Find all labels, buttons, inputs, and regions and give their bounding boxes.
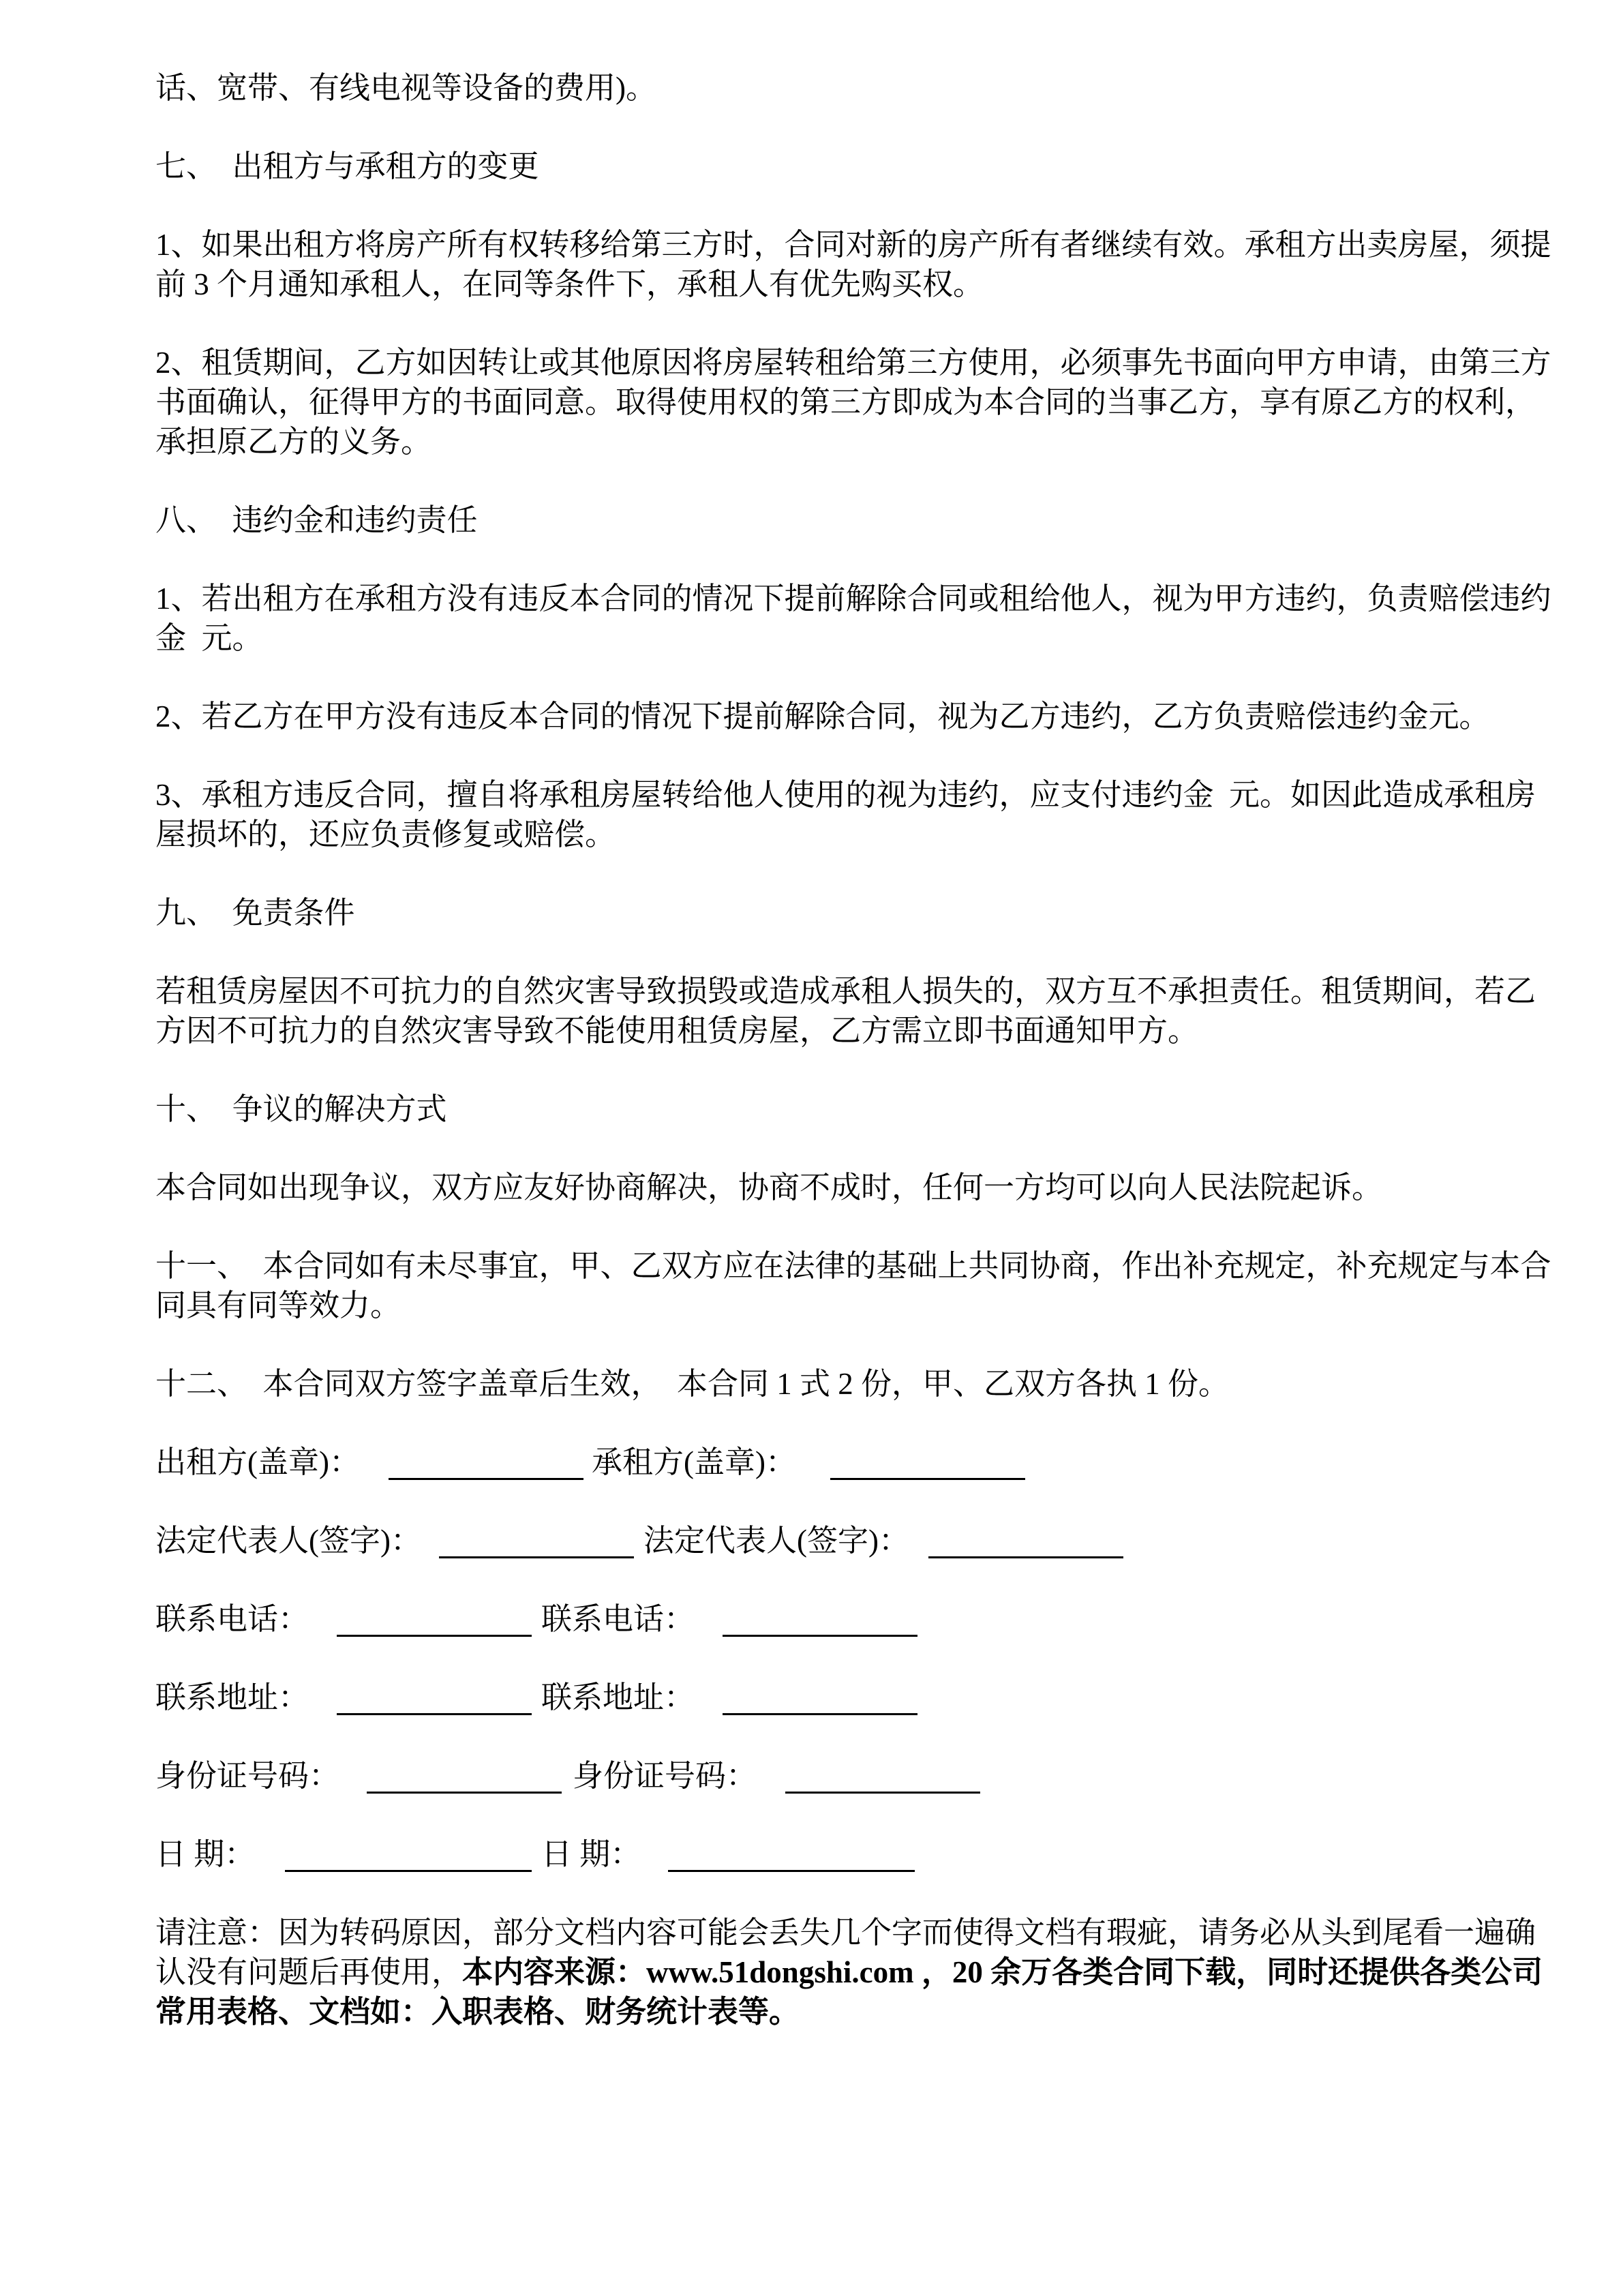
id-b-line[interactable] (785, 1792, 980, 1794)
section-heading-8: 八、 违约金和违约责任 (155, 503, 478, 537)
rep-b-label: 法定代表人(签字)： (643, 1524, 909, 1558)
paragraph-7-1: 1、如果出租方将房产所有权转移给第三方时，合同对新的房产所有者继续有效。承租方出卖房屋，须提前 3 个月通知承租人，在同等条件下，承租人有优先购买权。 (155, 228, 1551, 301)
lessee-seal-line[interactable] (830, 1478, 1025, 1480)
id-a-label: 身份证号码： (155, 1759, 340, 1793)
addr-b-label: 联系地址： (541, 1680, 695, 1715)
section-heading-7: 七、 出租方与承租方的变更 (155, 149, 539, 183)
paragraph-11: 十一、 本合同如有未尽事宜，甲、乙双方应在法律的基础上共同协商，作出补充规定，补充规定与本合同具有同等效力。 (155, 1249, 1551, 1323)
notice-text: 请注意：因为转码原因，部分文档内容可能会丢失几个字而使得文档有瑕疵，请务必从头到尾看一遍确认没有问题后再使用， (155, 1916, 1536, 1989)
paragraph-8-1: 1、若出租方在承租方没有违反本合同的情况下提前解除合同或租给他人，视为甲方违约，负责赔偿违约金 元。 (155, 581, 1551, 655)
id-b-label: 身份证号码： (573, 1759, 757, 1793)
addr-a-label: 联系地址： (155, 1680, 309, 1715)
phone-a-line[interactable] (337, 1635, 532, 1637)
signature-row-seal (155, 1442, 1560, 1482)
rep-a-line[interactable] (439, 1556, 634, 1558)
date-b-line[interactable] (668, 1870, 915, 1872)
date-b-label: 日 期： (541, 1837, 641, 1871)
phone-b-line[interactable] (723, 1635, 917, 1637)
signature-row-date (155, 1834, 1560, 1874)
lessor-seal-label: 出租方(盖章)： (155, 1445, 360, 1479)
paragraph-8-2: 2、若乙方在甲方没有违反本合同的情况下提前解除合同，视为乙方违约，乙方负责赔偿违约金元。 (155, 699, 1490, 734)
signature-row-phone (155, 1599, 1560, 1639)
notice-source-bold: 本内容来源：www.51dongshi.com ，20 余万各类合同下载，同时还提供各类公司常用表格、文档如：入职表格、财务统计表等。 (155, 1955, 1543, 2029)
paragraph-12: 十二、 本合同双方签字盖章后生效， 本合同 1 式 2 份，甲、乙双方各执 1 份。 (155, 1367, 1230, 1401)
rep-b-line[interactable] (928, 1556, 1123, 1558)
date-a-line[interactable] (285, 1870, 532, 1872)
phone-a-label: 联系电话： (155, 1602, 309, 1636)
addr-b-line[interactable] (723, 1713, 917, 1715)
id-a-line[interactable] (367, 1792, 562, 1794)
rep-a-label: 法定代表人(签字)： (155, 1524, 421, 1558)
paragraph-9: 若租赁房屋因不可抗力的自然灾害导致损毁或造成承租人损失的，双方互不承担责任。租赁期间，若乙方因不可抗力的自然灾害导致不能使用租赁房屋，乙方需立即书面通知甲方。 (155, 974, 1536, 1048)
lessor-seal-line[interactable] (389, 1478, 583, 1480)
signature-row-address (155, 1678, 1560, 1717)
signature-row-id (155, 1756, 1560, 1796)
contract-page (155, 68, 1560, 2070)
paragraph-7-2: 2、租赁期间，乙方如因转让或其他原因将房屋转租给第三方使用，必须事先书面向甲方申请，由第三方书面确认，征得甲方的书面同意。取得使用权的第三方即成为本合同的当事乙方，享有原乙方的权利，承担原乙方的义务。 (155, 346, 1551, 459)
paragraph-continuation: 话、宽带、有线电视等设备的费用)。 (155, 71, 656, 105)
section-heading-10: 十、 争议的解决方式 (155, 1092, 447, 1126)
lessee-seal-label: 承租方(盖章)： (592, 1445, 796, 1479)
source-notice (155, 1913, 1560, 2031)
addr-a-line[interactable] (337, 1713, 532, 1715)
section-heading-9: 九、 免责条件 (155, 896, 355, 930)
paragraph-10: 本合同如出现争议，双方应友好协商解决，协商不成时，任何一方均可以向人民法院起诉。 (155, 1170, 1383, 1205)
date-a-label: 日 期： (155, 1837, 256, 1871)
phone-b-label: 联系电话： (541, 1602, 695, 1636)
paragraph-8-3: 3、承租方违反合同，擅自将承租房屋转给他人使用的视为违约，应支付违约金 元。如因此造成承租房屋损坏的，还应负责修复或赔偿。 (155, 778, 1536, 851)
signature-row-representative (155, 1521, 1560, 1560)
